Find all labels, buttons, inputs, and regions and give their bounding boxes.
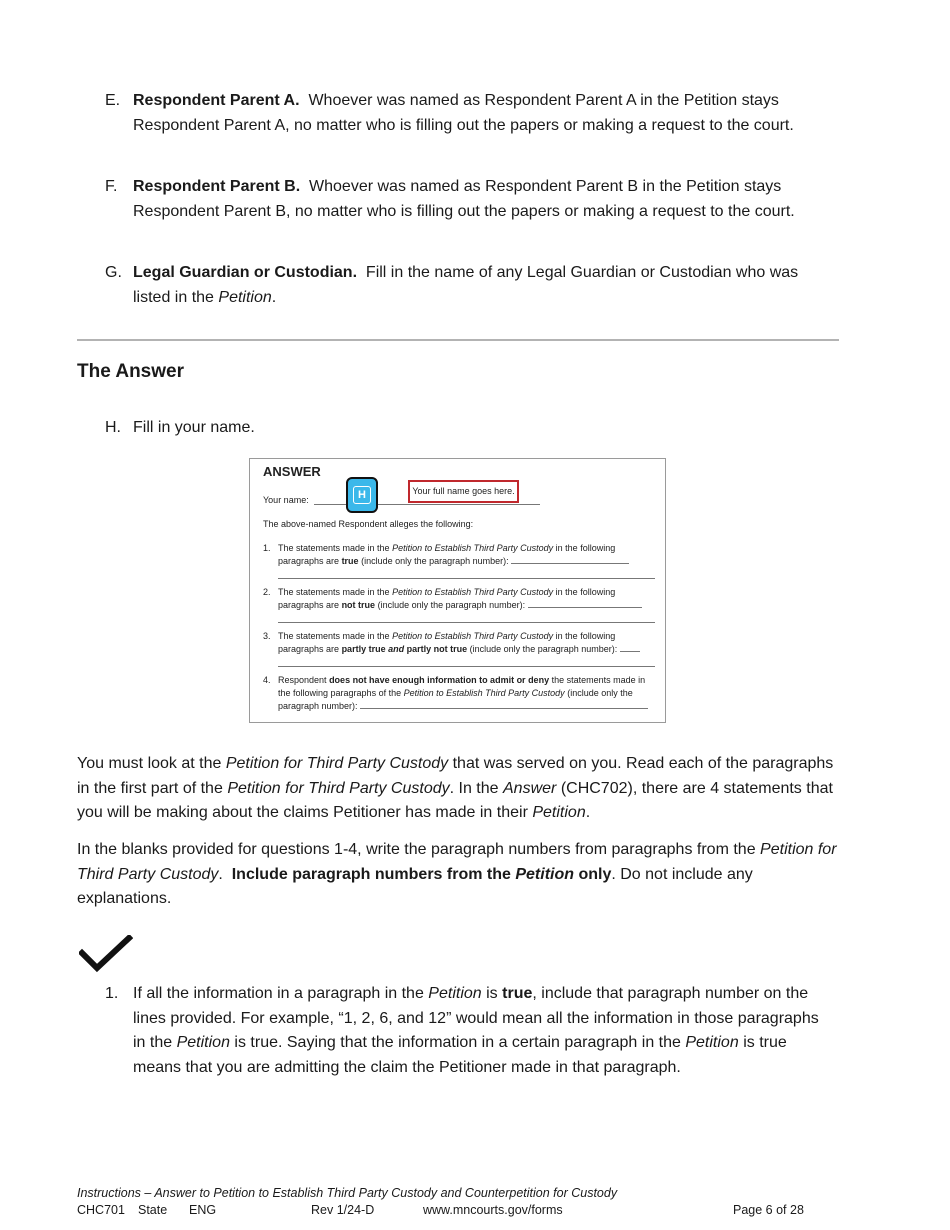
- step-italic: Petition: [176, 1034, 230, 1051]
- item-h: [105, 416, 835, 441]
- q-text: (include only the paragraph number):: [361, 556, 509, 566]
- item-text-italic: Petition: [218, 288, 272, 306]
- item-text: Fill in the name of any Legal Guardian or Custodian who was listed in the: [133, 264, 799, 306]
- section-heading: The Answer: [77, 361, 184, 382]
- q-text: in the following paragraphs are: [278, 587, 616, 610]
- q-bold: partly true: [341, 644, 386, 654]
- para-bold-italic: Petition: [515, 865, 575, 883]
- form-question-1: [263, 542, 658, 568]
- para-text: that was served on you. Read each of the paragraphs in the first part of the: [77, 755, 834, 797]
- q-petition-title: Petition to Establish Third Party Custody: [392, 587, 554, 597]
- answer-line: [360, 700, 648, 709]
- footer-state: State: [138, 1203, 168, 1217]
- form-intro: The above-named Respondent alleges the following:: [263, 519, 474, 529]
- q-text: The statements made in the: [278, 543, 390, 553]
- answer-form-image: [249, 458, 666, 723]
- para-italic: Petition for Third Party Custody: [77, 841, 837, 883]
- step-text: If all the information in a paragraph in the: [133, 985, 424, 1002]
- item-text: Fill in your name.: [133, 419, 255, 436]
- q-bold: does not have enough information to admit or deny: [329, 675, 550, 685]
- step-number: 1.: [105, 985, 119, 1002]
- q-text: Respondent: [278, 675, 327, 685]
- item-e: [105, 89, 835, 138]
- para-text: In the blanks provided for questions 1-4, write the paragraph numbers from paragraphs from the: [77, 841, 756, 858]
- q-text: in the following paragraphs are: [278, 631, 616, 654]
- step-1: [105, 982, 835, 1080]
- q-text: (include only the paragraph number):: [278, 688, 633, 711]
- para-bold: Include paragraph numbers from the: [231, 865, 511, 883]
- q-bold-italic: and: [388, 644, 405, 654]
- para-text: .: [585, 804, 591, 821]
- answer-line: [278, 578, 655, 579]
- item-title: Respondent Parent A.: [133, 92, 300, 109]
- q-text: in the following paragraphs are: [278, 543, 616, 566]
- para-text: You must look at the: [77, 755, 222, 772]
- callout-box: Your full name goes here.: [408, 480, 519, 503]
- para-text: .: [218, 865, 223, 883]
- badge-letter: H: [353, 486, 371, 504]
- form-question-2: [263, 586, 658, 612]
- instruction-paragraph-1: [77, 752, 839, 826]
- q-petition-title: Petition to Establish Third Party Custody: [392, 543, 554, 553]
- answer-line: [278, 666, 655, 667]
- footer-code: CHC701: [77, 1203, 125, 1217]
- para-italic: Petition: [532, 804, 586, 821]
- step-text: is: [486, 985, 498, 1002]
- question-number: 2.: [263, 587, 271, 597]
- step-text: , include that paragraph number on the lines provided. For example, “1, 2, 6, and 12” would mean all the information in those paragraphs in the: [133, 985, 819, 1051]
- para-text: . Do not include any explanations.: [77, 865, 753, 907]
- footer-title: Instructions – Answer to Petition to Establish Third Party Custody and Counterpetition for Custody: [77, 1186, 618, 1200]
- q-text: the statements made in the following paragraphs of the: [278, 675, 646, 698]
- item-letter: G.: [105, 264, 122, 281]
- step-bold: true: [502, 985, 533, 1002]
- form-question-4: [263, 674, 658, 713]
- q-petition-title: Petition to Establish Third Party Custody: [403, 688, 565, 698]
- section-divider: [77, 339, 839, 341]
- question-number: 1.: [263, 543, 271, 553]
- item-text: Whoever was named as Respondent Parent B in the Petition stays Respondent Parent B, no matter who is filling out the papers or making a request to the court.: [133, 178, 795, 220]
- para-italic: Petition for Third Party Custody: [227, 779, 450, 797]
- q-text: The statements made in the: [278, 631, 390, 641]
- q-text: The statements made in the: [278, 587, 390, 597]
- answer-line: [511, 555, 629, 564]
- step-italic: Petition: [428, 985, 482, 1002]
- para-text: . In the: [449, 779, 499, 797]
- footer-page: Page 6 of 28: [733, 1203, 804, 1217]
- item-text-end: .: [271, 288, 277, 306]
- footer-lang: ENG: [189, 1203, 217, 1217]
- para-italic: Petition for Third Party Custody: [225, 755, 449, 772]
- item-title: Respondent Parent B.: [133, 178, 301, 195]
- question-number: 4.: [263, 675, 271, 685]
- h-badge-icon: [346, 477, 378, 513]
- step-italic: Petition: [685, 1034, 739, 1051]
- answer-line: [620, 643, 640, 652]
- item-letter: H.: [105, 419, 121, 436]
- item-f: [105, 175, 835, 224]
- q-bold: not true: [341, 600, 376, 610]
- item-letter: F.: [105, 178, 118, 195]
- instruction-paragraph-2: [77, 838, 839, 912]
- q-text: (include only the paragraph number):: [469, 644, 618, 654]
- q-bold: true: [341, 556, 359, 566]
- your-name-label: Your name:: [263, 495, 309, 505]
- footer-url: www.mncourts.gov/forms: [423, 1203, 563, 1217]
- para-italic: Answer: [503, 779, 557, 797]
- form-question-3: [263, 630, 658, 656]
- checkmark-icon: [79, 935, 133, 973]
- item-title: Legal Guardian or Custodian.: [133, 264, 358, 281]
- form-title: ANSWER: [263, 464, 321, 479]
- item-text: Whoever was named as Respondent Parent A in the Petition stays Respondent Parent A, no matter who is filling out the papers or making a request to the court.: [133, 92, 794, 134]
- question-number: 3.: [263, 631, 271, 641]
- step-text: is true means that you are admitting the claim the Petitioner made in that paragraph.: [133, 1034, 787, 1076]
- answer-line: [528, 599, 642, 608]
- q-text: (include only the paragraph number):: [377, 600, 526, 610]
- footer-rev: Rev 1/24-D: [311, 1203, 375, 1217]
- step-text: is true. Saying that the information in a certain paragraph in the: [234, 1034, 681, 1051]
- item-g: [105, 261, 835, 310]
- para-text: (CHC702), there are 4 statements that you will be making about the claims Petitioner has made in their: [77, 779, 833, 821]
- q-petition-title: Petition to Establish Third Party Custody: [392, 631, 554, 641]
- answer-line: [278, 622, 655, 623]
- q-bold: partly not true: [406, 644, 468, 654]
- para-bold: only: [578, 865, 612, 883]
- item-letter: E.: [105, 92, 121, 109]
